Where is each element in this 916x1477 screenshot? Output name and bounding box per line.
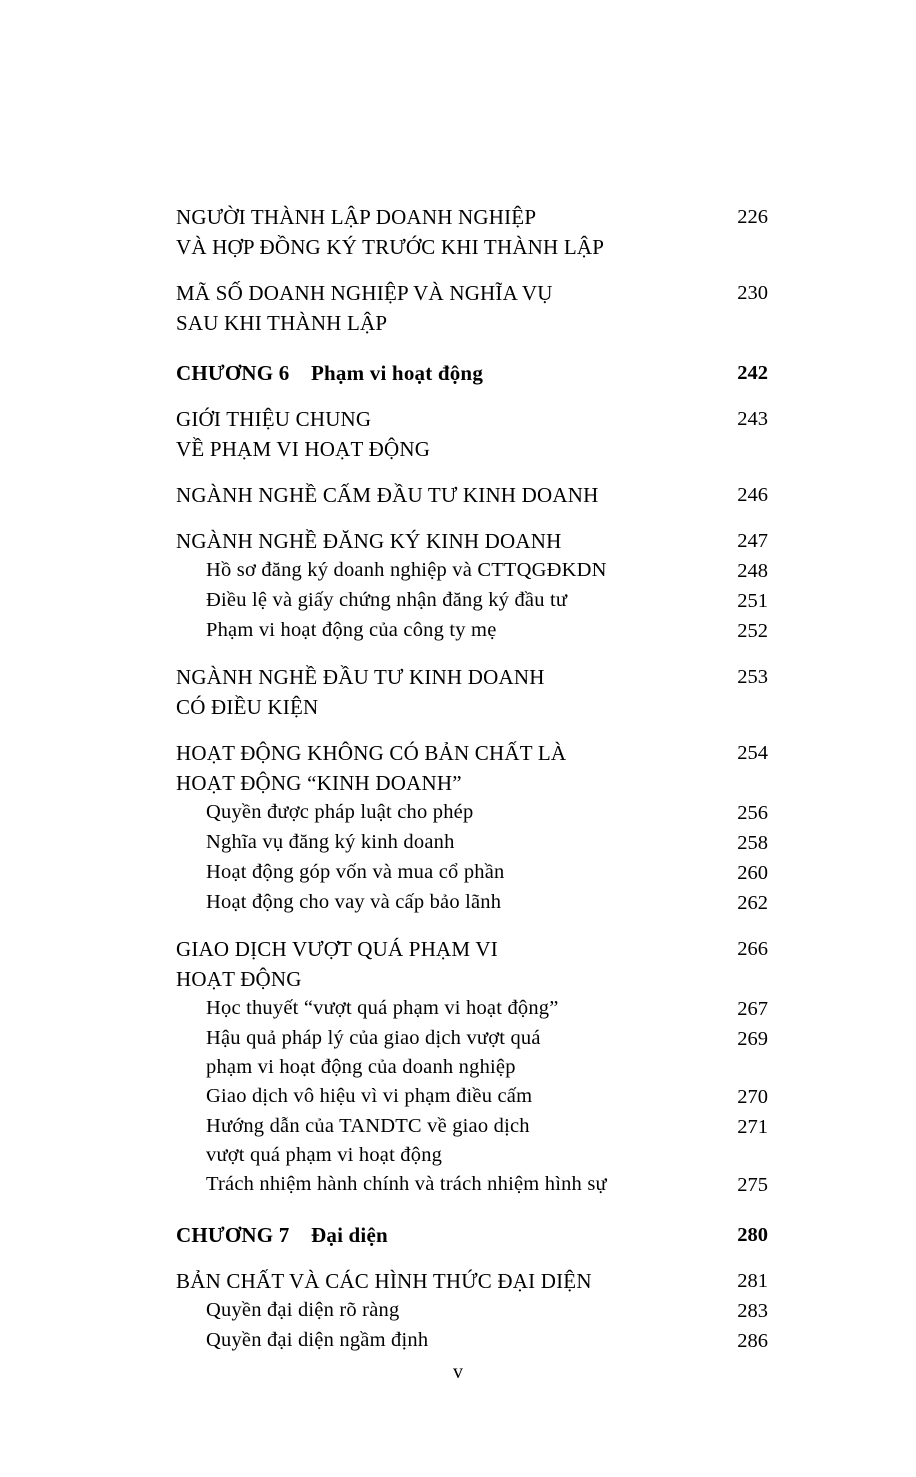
toc-entry-row (176, 202, 768, 262)
toc-entry-line: Quyền được pháp luật cho phép (206, 801, 474, 823)
toc-page-number: 271 (737, 1116, 768, 1138)
chapter-label: CHƯƠNG 6 (176, 361, 290, 385)
toc-entry-title (176, 858, 504, 887)
toc-page-number: 252 (737, 620, 768, 642)
toc-page-number: 266 (737, 938, 768, 960)
toc-page-number: 260 (737, 862, 768, 884)
toc-entry-title (176, 934, 498, 994)
toc-entry-line: Hoạt động cho vay và cấp bảo lãnh (206, 891, 502, 913)
toc-page-number: 270 (737, 1086, 768, 1108)
toc-entry-row (176, 1024, 768, 1082)
toc-entry-row (176, 662, 768, 722)
toc-entry-row (176, 1112, 768, 1170)
toc-entry-title (176, 616, 497, 645)
toc-entry-title (176, 202, 604, 262)
toc-entry-line: Nghĩa vụ đăng ký kinh doanh (206, 831, 455, 853)
toc-page-number: 286 (737, 1330, 768, 1352)
toc-entry-title (176, 1024, 541, 1082)
toc-entry-title (176, 828, 455, 857)
toc-entry-line: NGÀNH NGHỀ ĐẦU TƯ KINH DOANH (176, 665, 545, 689)
toc-entry-row (176, 404, 768, 464)
toc-entry-title (176, 278, 553, 338)
toc-entry-title (176, 1112, 530, 1170)
toc-entry-row (176, 1296, 768, 1326)
toc-entry-line: Hoạt động góp vốn và mua cổ phần (206, 861, 505, 883)
toc-entries (176, 186, 768, 1356)
toc-chapter-row (176, 358, 768, 388)
toc-entry-line: Quyền đại diện rõ ràng (206, 1299, 400, 1321)
toc-entry-row (176, 480, 768, 510)
toc-entry-title (176, 1326, 428, 1355)
toc-entry-line: CÓ ĐIỀU KIỆN (176, 695, 319, 719)
toc-page-number: 247 (737, 530, 768, 552)
page-footer-number: v (453, 1361, 463, 1383)
toc-entry-line: VỀ PHẠM VI HOẠT ĐỘNG (176, 437, 431, 461)
toc-entry-row (176, 1266, 768, 1296)
toc-entry-row (176, 828, 768, 858)
toc-entry-line: Hướng dẫn của TANDTC về giao dịch (206, 1115, 530, 1137)
toc-entry-row (176, 858, 768, 888)
toc-entry-title (176, 1266, 592, 1296)
toc-entry-row (176, 934, 768, 994)
toc-entry-line: Hồ sơ đăng ký doanh nghiệp và CTTQGĐKDN (206, 559, 607, 581)
toc-page-number: 275 (737, 1174, 768, 1196)
toc-entry-line: HOẠT ĐỘNG “KINH DOANH” (176, 771, 462, 795)
toc-entry-row (176, 888, 768, 918)
toc-entry-title (176, 404, 430, 464)
toc-entry-line: Học thuyết “vượt quá phạm vi hoạt động” (206, 997, 559, 1019)
toc-page-number: 226 (737, 206, 768, 228)
toc-entry-title (176, 994, 559, 1023)
toc-entry-row (176, 526, 768, 556)
toc-page-number: 248 (737, 560, 768, 582)
toc-entry-title (176, 662, 545, 722)
toc-entry-line: NGƯỜI THÀNH LẬP DOANH NGHIỆP (176, 205, 537, 229)
toc-entry-title (176, 1220, 388, 1250)
toc-entry-line: GIAO DỊCH VƯỢT QUÁ PHẠM VI (176, 937, 498, 961)
toc-page-number: 269 (737, 1028, 768, 1050)
toc-page-number: 283 (737, 1300, 768, 1322)
toc-entry-row (176, 1082, 768, 1112)
toc-entry-title (176, 556, 607, 585)
toc-page-number: 253 (737, 666, 768, 688)
toc-entry-line: vượt quá phạm vi hoạt động (206, 1144, 443, 1166)
toc-entry-title (176, 888, 501, 917)
toc-entry-title (176, 798, 473, 827)
chapter-title: Phạm vi hoạt động (311, 361, 484, 385)
toc-entry-line: NGÀNH NGHỀ ĐĂNG KÝ KINH DOANH (176, 529, 562, 553)
toc-entry-line: HOẠT ĐỘNG (176, 967, 302, 991)
toc-entry-line: VÀ HỢP ĐỒNG KÝ TRƯỚC KHI THÀNH LẬP (176, 235, 605, 259)
toc-entry-line: Quyền đại diện ngầm định (206, 1329, 429, 1351)
toc-entry-title (176, 738, 566, 798)
toc-entry-row (176, 994, 768, 1024)
toc-entry-row (176, 1326, 768, 1356)
toc-entry-line: Hậu quả pháp lý của giao dịch vượt quá (206, 1027, 541, 1049)
toc-entry-line: MÃ SỐ DOANH NGHIỆP VÀ NGHĨA VỤ (176, 281, 553, 305)
toc-entry-title (176, 1296, 399, 1325)
toc-page-number: 242 (737, 362, 768, 384)
toc-entry-title (176, 358, 483, 388)
toc-entry-row (176, 556, 768, 586)
toc-entry-title (176, 1082, 532, 1111)
toc-entry-line: BẢN CHẤT VÀ CÁC HÌNH THỨC ĐẠI DIỆN (176, 1269, 592, 1293)
toc-entry-row (176, 798, 768, 828)
toc-page-number: 246 (737, 484, 768, 506)
toc-page-number: 281 (737, 1270, 768, 1292)
toc-entry-line: HOẠT ĐỘNG KHÔNG CÓ BẢN CHẤT LÀ (176, 741, 567, 765)
toc-entry-row (176, 586, 768, 616)
toc-page-number: 230 (737, 282, 768, 304)
toc-entry-row (176, 616, 768, 646)
toc-page-number: 243 (737, 408, 768, 430)
toc-entry-line: NGÀNH NGHỀ CẤM ĐẦU TƯ KINH DOANH (176, 483, 599, 507)
toc-entry-title (176, 1170, 607, 1199)
chapter-title: Đại diện (311, 1223, 388, 1247)
toc-page-number: 258 (737, 832, 768, 854)
toc-entry-line: GIỚI THIỆU CHUNG (176, 407, 372, 431)
chapter-label: CHƯƠNG 7 (176, 1223, 290, 1247)
toc-page-number: 262 (737, 892, 768, 914)
toc-chapter-row (176, 1220, 768, 1250)
toc-page-number: 251 (737, 590, 768, 612)
toc-page-number: 280 (737, 1224, 768, 1246)
toc-entry-title (176, 586, 567, 615)
toc-entry-line: Điều lệ và giấy chứng nhận đăng ký đầu tư (206, 589, 568, 611)
toc-entry-title (176, 480, 598, 510)
toc-entry-line: Phạm vi hoạt động của công ty mẹ (206, 619, 497, 641)
toc-entry-row (176, 1170, 768, 1200)
toc-page-number: 256 (737, 802, 768, 824)
toc-page-number: 254 (737, 742, 768, 764)
toc-page-number: 267 (737, 998, 768, 1020)
toc-entry-line: Trách nhiệm hành chính và trách nhiệm hình sự (206, 1173, 607, 1195)
toc-entry-line: Giao dịch vô hiệu vì vi phạm điều cấm (206, 1085, 533, 1107)
toc-entry-line: phạm vi hoạt động của doanh nghiệp (206, 1056, 516, 1078)
toc-entry-row (176, 278, 768, 338)
toc-entry-line: SAU KHI THÀNH LẬP (176, 311, 388, 335)
toc-entry-row (176, 738, 768, 798)
toc-entry-title (176, 526, 562, 556)
